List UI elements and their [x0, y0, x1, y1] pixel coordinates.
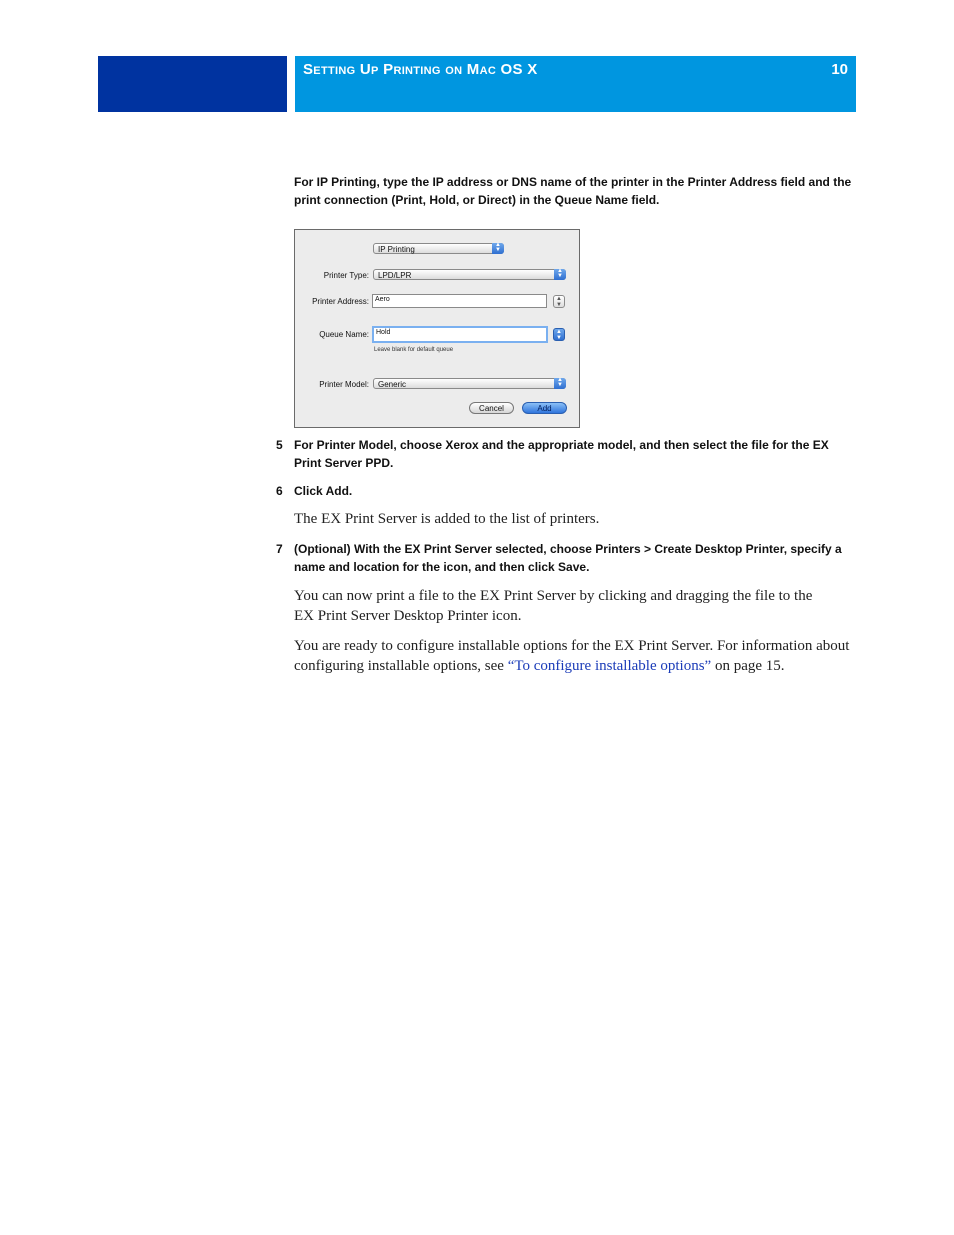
chapter-title: Setting Up Printing on Mac OS X — [303, 61, 538, 78]
step-text: (Optional) With the EX Print Server selected, choose Printers > Create Desktop Printer, specify a name and location for the icon, and then click Save. — [294, 542, 842, 574]
step-text: Click Add. — [294, 484, 353, 498]
header-bar — [295, 56, 856, 112]
header-left-bar — [98, 56, 287, 112]
chevron-updown-icon: ▲ ▼ — [492, 243, 504, 254]
add-printer-dialog — [294, 229, 580, 428]
add-button[interactable]: Add — [522, 402, 567, 414]
printer-address-field[interactable]: Aero — [372, 294, 547, 308]
step-number: 5 — [276, 438, 283, 452]
chevron-updown-icon: ▲ ▼ — [554, 269, 566, 280]
queue-history-button[interactable]: ▲ ▼ — [553, 328, 565, 341]
step-text: For Printer Model, choose Xerox and the appropriate model, and then select the file for the EX Print Server PPD. — [294, 438, 829, 470]
printer-model-value: Generic — [378, 380, 407, 389]
paragraph-text: You are ready to configure installable options for the EX Print Server. For information about configuring installable options, see — [294, 638, 850, 674]
queue-name-field[interactable]: Hold — [372, 326, 548, 343]
protocol-popup-label: IP Printing — [378, 245, 415, 254]
paragraph-text: on page 15. — [711, 658, 785, 674]
page-number: 10 — [831, 61, 848, 78]
printer-type-popup[interactable] — [373, 269, 566, 280]
body-paragraph: You can now print a file to the EX Print Server by clicking and dragging the file to the EX Print Server Desktop Printer icon. — [294, 588, 813, 624]
configure-options-link[interactable]: “To configure installable options” — [507, 658, 712, 674]
step-number: 7 — [276, 542, 283, 556]
queue-hint: Leave blank for default queue — [374, 347, 454, 353]
chevron-updown-icon: ▲ ▼ — [554, 378, 566, 389]
intro-step: For IP Printing, type the IP address or DNS name of the printer in the Printer Address field and the print connection (Print, Hold, or Direct) in the Queue Name field. — [294, 175, 852, 207]
queue-name-label: Queue Name: — [319, 330, 369, 339]
body-paragraph — [294, 636, 854, 676]
printer-model-popup[interactable] — [373, 378, 566, 389]
printer-address-label: Printer Address: — [312, 297, 369, 306]
protocol-popup[interactable] — [373, 243, 504, 254]
address-history-button[interactable]: ▲ ▼ — [553, 295, 565, 308]
printer-type-label: Printer Type: — [323, 271, 369, 280]
cancel-button[interactable]: Cancel — [469, 402, 514, 414]
body-paragraph: The EX Print Server is added to the list of printers. — [294, 511, 600, 527]
printer-model-label: Printer Model: — [319, 380, 369, 389]
step-number: 6 — [276, 484, 283, 498]
printer-type-value: LPD/LPR — [378, 271, 412, 280]
